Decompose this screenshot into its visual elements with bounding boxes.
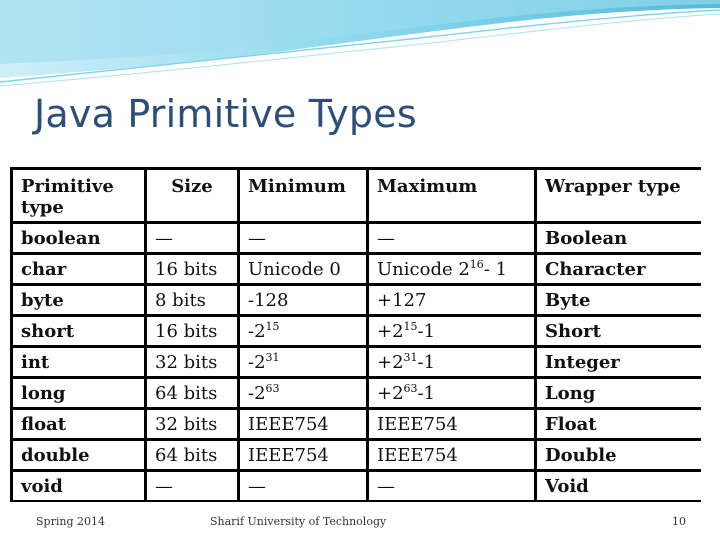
table-row — [13, 410, 701, 438]
cell-maximum: $+2^{31}-1$ — [369, 348, 534, 376]
cell-wrapper-type: Short — [537, 317, 701, 345]
cell-minimum: IEEE754 — [240, 410, 366, 438]
cell-wrapper-type: Double — [537, 441, 701, 469]
cell-wrapper-type: Float — [537, 410, 701, 438]
cell-size: 32 bits — [147, 410, 237, 438]
table-row — [13, 379, 701, 407]
cell-minimum: Unicode 0 — [240, 255, 366, 283]
cell-primitive-type: long — [13, 379, 144, 407]
table-row — [13, 441, 701, 469]
cell-minimum: — — [240, 224, 366, 252]
header-maximum: Maximum — [369, 170, 534, 221]
table-row — [13, 317, 701, 345]
cell-primitive-type: double — [13, 441, 144, 469]
cell-maximum: IEEE754 — [369, 441, 534, 469]
footer-institution: Sharif University of Technology — [210, 515, 387, 528]
header-primitive-type: Primitive type — [13, 170, 144, 221]
cell-minimum: $-2^{63}$ — [240, 379, 366, 407]
footer-date: Spring 2014 — [36, 515, 105, 528]
cell-wrapper-type: Byte — [537, 286, 701, 314]
cell-wrapper-type: Integer — [537, 348, 701, 376]
cell-maximum: $+2^{63}-1$ — [369, 379, 534, 407]
table-row — [13, 348, 701, 376]
cell-size: 64 bits — [147, 379, 237, 407]
primitive-types-table — [10, 167, 704, 503]
cell-primitive-type: short — [13, 317, 144, 345]
cell-size: 32 bits — [147, 348, 237, 376]
header-wrapper-type: Wrapper type — [537, 170, 701, 221]
table-row — [13, 472, 701, 500]
header-size: Size — [147, 170, 237, 221]
cell-wrapper-type: Character — [537, 255, 701, 283]
cell-size: — — [147, 472, 237, 500]
table-header-row — [13, 170, 701, 221]
cell-minimum: IEEE754 — [240, 441, 366, 469]
cell-maximum: Unicode $2^{16}-$ 1 — [369, 255, 534, 283]
cell-primitive-type: char — [13, 255, 144, 283]
cell-primitive-type: boolean — [13, 224, 144, 252]
cell-wrapper-type: Boolean — [537, 224, 701, 252]
cell-primitive-type: float — [13, 410, 144, 438]
cell-minimum: -128 — [240, 286, 366, 314]
cell-primitive-type: int — [13, 348, 144, 376]
cell-minimum: — — [240, 472, 366, 500]
header-wave-decoration — [0, 0, 720, 90]
cell-minimum: $-2^{31}$ — [240, 348, 366, 376]
slide-title: Java Primitive Types — [34, 92, 417, 136]
cell-maximum: +127 — [369, 286, 534, 314]
table-row — [13, 286, 701, 314]
cell-size: 64 bits — [147, 441, 237, 469]
cell-primitive-type: void — [13, 472, 144, 500]
page-number: 10 — [672, 515, 686, 528]
table-row — [13, 224, 701, 252]
cell-primitive-type: byte — [13, 286, 144, 314]
cell-wrapper-type: Void — [537, 472, 701, 500]
primitive-types-table-frame — [10, 167, 701, 502]
cell-wrapper-type: Long — [537, 379, 701, 407]
table-row — [13, 255, 701, 283]
cell-size: 16 bits — [147, 317, 237, 345]
cell-minimum: $-2^{15}$ — [240, 317, 366, 345]
cell-size: — — [147, 224, 237, 252]
cell-maximum: $+2^{15}-1$ — [369, 317, 534, 345]
cell-size: 8 bits — [147, 286, 237, 314]
header-minimum: Minimum — [240, 170, 366, 221]
cell-maximum: IEEE754 — [369, 410, 534, 438]
cell-maximum: — — [369, 224, 534, 252]
cell-maximum: — — [369, 472, 534, 500]
cell-size: 16 bits — [147, 255, 237, 283]
